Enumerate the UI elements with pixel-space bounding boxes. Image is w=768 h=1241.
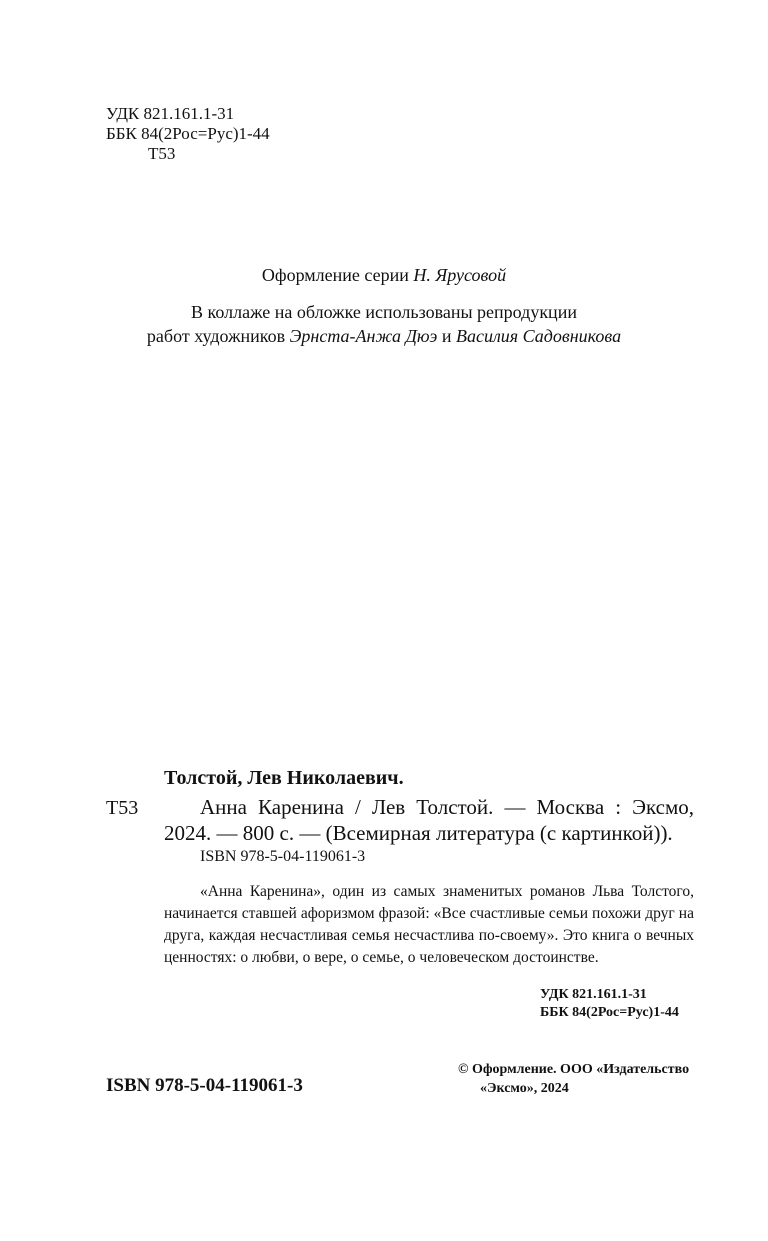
artist-name: Эрнста-Анжа Дюэ <box>289 326 438 346</box>
copyright-notice: © Оформление. ООО «Издательство «Эксмо», 2024 <box>458 1062 690 1096</box>
isbn-entry: ISBN 978-5-04-119061-3 <box>200 848 366 865</box>
collage-credit-line1: В коллаже на обложке использованы репродукции <box>191 302 577 322</box>
author-mark: Т53 <box>148 144 176 163</box>
bibliographic-line-2: 2024. — 800 с. — (Всемирная литература (с картинкой)). <box>164 821 673 845</box>
udk-code: УДК 821.161.1-31 <box>106 104 235 123</box>
artist-name: Василия Садовникова <box>455 326 622 346</box>
annotation-paragraph: «Анна Каренина», один из самых знаменитых романов Льва Толстого, начинается ставшей афоризмом фразой: «Все счастливые семьи похожи друг на друга, каждая несчастливая семья несчастлива по-своему». Это книга о вечных ценностях: о любви, о вере, о семье, о человеческом достоинстве. <box>164 883 694 966</box>
author-mark-entry: Т53 <box>106 797 139 819</box>
bibliographic-line-1: Анна Каренина / Лев Толстой. — Москва : Эксмо, <box>200 795 694 819</box>
collage-credit-line2: работ художников Эрнста-Анжа Дюэ и Василия Садовникова <box>146 326 622 346</box>
series-designer-name: Н. Ярусовой <box>413 265 507 285</box>
series-design-credit: Оформление серии Н. Ярусовой <box>261 265 507 285</box>
bbk-code: ББК 84(2Рос=Рус)1-44 <box>106 124 270 143</box>
classification-codes-bottom <box>540 986 679 1022</box>
classification-codes-top <box>106 104 270 164</box>
isbn-large: ISBN 978-5-04-119061-3 <box>106 1075 303 1096</box>
author-heading: Толстой, Лев Николаевич. <box>164 767 404 789</box>
bbk-code: ББК 84(2Рос=Рус)1-44 <box>540 1005 679 1020</box>
udk-code: УДК 821.161.1-31 <box>540 987 647 1002</box>
